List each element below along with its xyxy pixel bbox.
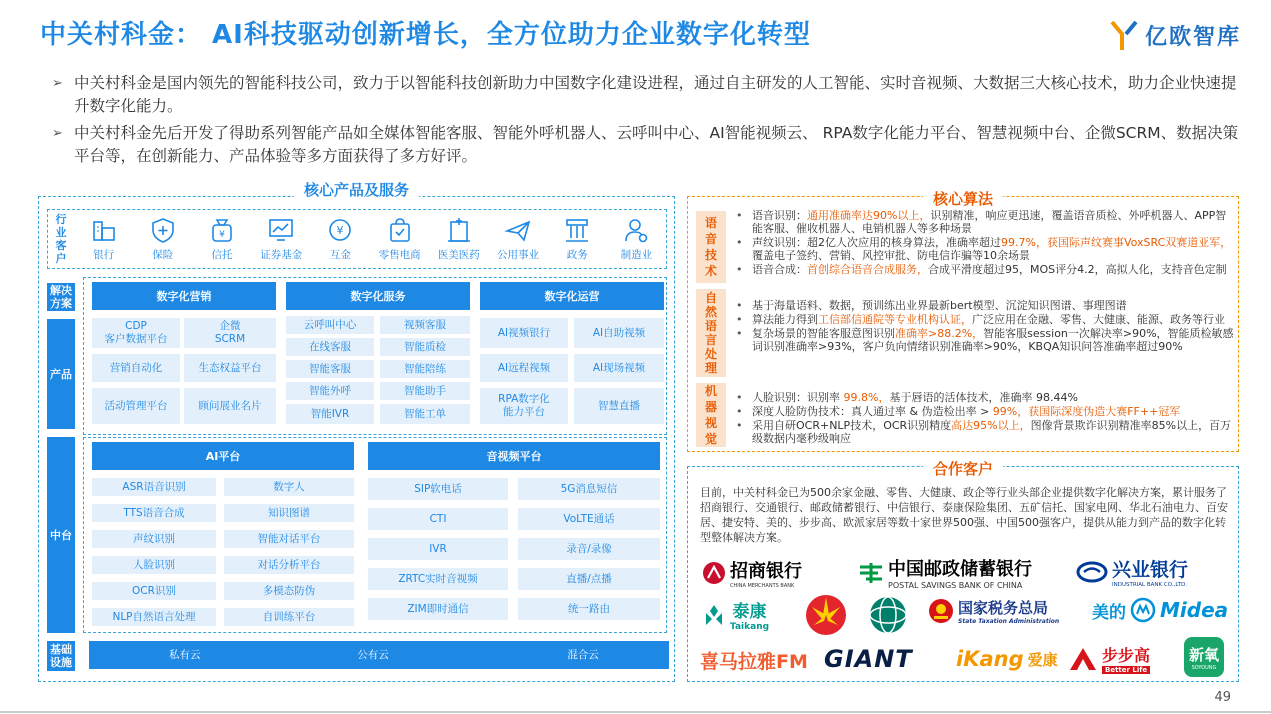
industry-government: 政务 (548, 216, 607, 262)
national-emblem-icon (928, 598, 954, 624)
vision-label: 机 器 视 觉 (696, 383, 726, 447)
algo-item: • 语音识别：通用准确率达90%以上，识别精准，响应更迅速，覆盖语音质检、外呼机器人、APP智能客服、催收机器人、电销机器人等多种场景 (734, 209, 1234, 235)
product-training: 智能陪练 (380, 360, 470, 378)
algo-item: • 声纹识别：超2亿人次应用的核身算法，准确率超过99.7%，获国际声纹赛事VoxSRC双赛道亚军，覆盖电子签约、营销、风控审批、防电信诈骗等10余场景 (734, 236, 1234, 262)
worker-icon (622, 216, 650, 244)
svg-text:¥: ¥ (336, 224, 344, 237)
nlp-list (734, 299, 1234, 354)
av-ivr: IVR (368, 538, 508, 560)
bullet-item (52, 122, 1242, 168)
page-number: 49 (1214, 690, 1231, 705)
cnpc-logo (804, 593, 848, 637)
product-namecard: 顾问展业名片 (184, 388, 276, 424)
ai-nlp: NLP自然语言处理 (92, 608, 216, 626)
product-cdp: CDP 客户数据平台 (92, 318, 180, 348)
psbc-logo: 中国邮政储蓄银行 POSTAL SAVINGS BANK OF CHINA (858, 555, 1032, 590)
solution-service: 数字化服务 (286, 282, 470, 310)
state-grid-logo (868, 595, 908, 635)
av-recording: 录音/录像 (518, 538, 660, 560)
product-marketing-auto: 营销自动化 (92, 354, 180, 382)
taikang-emblem-icon (702, 603, 726, 627)
ai-knowledge-graph: 知识图谱 (224, 504, 354, 522)
page-title: 中关村科金： AI科技驱动创新增长，全方位助力企业数字化转型 (40, 20, 811, 50)
industry-retail: 零售电商 (370, 216, 429, 262)
tax-admin-logo: 国家税务总局 State Taxation Administration (928, 597, 1059, 625)
algo-item: • 算法能力得到工信部信通院等专业机构认证，广泛应用在金融、零售、大健康、能源、政务等行业 (734, 313, 1234, 326)
infra-hybrid-cloud: 混合云 (567, 648, 599, 661)
product-smart-service: 智能客服 (286, 360, 374, 378)
soyoung-logo: 新氧 SOYOUNG (1184, 637, 1224, 677)
product-self-video: AI自助视频 (574, 318, 664, 348)
industry-manufacturing: 制造业 (607, 216, 666, 262)
infra-public-cloud: 公有云 (357, 648, 389, 661)
product-call-center: 云呼叫中心 (286, 316, 374, 334)
cmb-emblem-icon (702, 561, 726, 585)
hospital-icon (445, 216, 473, 244)
product-video-service: 视频客服 (380, 316, 470, 334)
ai-self-training: 自训练平台 (224, 608, 354, 626)
cib-emblem-icon (1076, 561, 1108, 583)
state-grid-emblem-icon (868, 595, 908, 635)
av-platform-header: 音视频平台 (368, 442, 660, 470)
taikang-logo: 泰康 Taikang (702, 597, 769, 632)
ai-digital-human: 数字人 (224, 478, 354, 496)
ai-face: 人脸识别 (92, 556, 216, 574)
ximalaya-logo: 喜马拉雅FM (700, 651, 808, 673)
ai-anti-fraud: 多模态防伪 (224, 582, 354, 600)
industry-bank: 银行 (74, 216, 133, 262)
ai-dialog-platform: 智能对话平台 (224, 530, 354, 548)
product-remote-video: AI远程视频 (480, 354, 568, 382)
product-outbound: 智能外呼 (286, 382, 374, 400)
airplane-icon (504, 216, 532, 244)
av-5g-sms: 5G消息短信 (518, 478, 660, 500)
bottom-divider (0, 711, 1271, 713)
av-sip: SIP软电话 (368, 478, 508, 500)
infra-label: 基础 设施 (47, 641, 75, 671)
nlp-label: 自 然 语 言 处 理 (696, 289, 726, 377)
core-products-title: 核心产品及服务 (39, 179, 674, 200)
brand-logo (1109, 18, 1241, 52)
product-ticket: 智能工单 (380, 404, 470, 424)
algo-item: • 人脸识别：识别率 99.8%，基于唇语的活体技术，准确率 98.44% (734, 391, 1234, 404)
product-video-bank: AI视频银行 (480, 318, 568, 348)
bullet-text: 中关村科金先后开发了得助系列智能产品如全媒体智能客服、智能外呼机器人、云呼叫中心、AI智能视频云、 RPA数字化能力平台、智慧视频中台、企微SCRM、数据决策平台等，在创新能力、产品体验等多方面获得了多方好评。 (74, 124, 1239, 165)
cnpc-emblem-icon (804, 593, 848, 637)
product-assistant: 智能助手 (380, 382, 470, 400)
av-zim: ZIM即时通信 (368, 598, 508, 620)
middle-platform-box (83, 437, 667, 633)
algo-item: • 基于海量语料、数据，预训练出业界最新bert模型、沉淀知识图谱、事理图谱 (734, 299, 1234, 312)
ai-dialog-analysis: 对话分析平台 (224, 556, 354, 574)
bbk-emblem-icon (1068, 646, 1098, 672)
product-live: 智慧直播 (574, 388, 664, 424)
partners-title: 合作客户 (688, 458, 1238, 479)
ikang-logo: iKang 爱康 (956, 647, 1058, 671)
svg-text:¥: ¥ (219, 230, 225, 240)
product-online-service: 在线客服 (286, 338, 374, 356)
intro-bullets (52, 72, 1242, 172)
vision-list (734, 391, 1234, 446)
industry-insurance: 保险 (133, 216, 192, 262)
algo-item: • 采用自研OCR+NLP技术，OCR识别精度高达95%以上，图像背景欺诈识别精准率85%以上，百万级数据内毫秒级响应 (734, 419, 1234, 445)
midea-emblem-icon (1130, 597, 1156, 623)
industry-utilities: 公用事业 (488, 216, 547, 262)
ai-tts: TTS语音合成 (92, 504, 216, 522)
ai-ocr: OCR识别 (92, 582, 216, 600)
av-volte: VoLTE通话 (518, 508, 660, 530)
coin-exchange-icon (326, 216, 354, 244)
voice-tech-list (734, 209, 1234, 277)
product-activity: 活动管理平台 (92, 388, 180, 424)
solution-label: 解决 方案 (47, 283, 75, 311)
algo-item: • 复杂场景的智能客服意图识别准确率>88.2%，智能客服session一次解决率>90%，智能质检敏感词识别准确率>93%，客户负向情绪识别准确率>90%，KBQA知识问答准确率超过90% (734, 327, 1234, 353)
partners-description: 目前，中关村科金已为500余家金融、零售、大健康、政企等行业头部企业提供数字化解决方案，累计服务了招商银行、交通银行、邮政储蓄银行、中信银行、泰康保险集团、五矿信托、国家电网、华北石油电力、百安居、捷安特、美的、步步高、欧派家居等数十家世界500强、中国500强客户，提供从能力到产品的数字化转型整体解决方案。 (700, 486, 1228, 544)
product-scrm: 企微 SCRM (184, 318, 276, 348)
shopping-bag-icon (386, 216, 414, 244)
stock-chart-icon (267, 216, 295, 244)
core-products-panel (38, 181, 675, 682)
industry-trust: ¥ 信托 (192, 216, 251, 262)
infra-private-cloud: 私有云 (89, 641, 669, 669)
arrow-icon: ➢ (52, 126, 63, 141)
industry-securities: 证券基金 (252, 216, 311, 262)
solutions-products-box (83, 277, 667, 435)
money-bag-icon (208, 216, 236, 244)
product-rpa: RPA数字化 能力平台 (480, 388, 568, 424)
government-building-icon (563, 216, 591, 244)
midea-logo: 美的 Midea (1092, 598, 1229, 623)
bullet-item (52, 72, 1242, 118)
algo-item: • 语音合成：首创综合语音合成服务，合成平滑度超过95，MOS评分4.2，高拟人化，支持音色定制 (734, 263, 1234, 276)
product-ecosystem: 生态权益平台 (184, 354, 276, 382)
core-algorithms-panel (687, 190, 1239, 452)
industry-medical: 医美医药 (429, 216, 488, 262)
middle-label: 中台 (47, 437, 75, 633)
industry-row (47, 209, 667, 269)
bbk-logo: 步步高 Better Life (1068, 643, 1150, 674)
bullet-text: 中关村科金是国内领先的智能科技公司，致力于以智能科技创新助力中国数字化建设进程，通过自主研发的人工智能、实时音视频、大数据三大核心技术，助力企业快速提升数字化能力。 (74, 74, 1237, 115)
infra-box (83, 637, 667, 675)
brand-mark-icon (1109, 18, 1139, 52)
psbc-emblem-icon (858, 561, 884, 585)
arrow-icon: ➢ (52, 76, 63, 91)
industry-label: 行 业 客 户 (55, 213, 67, 265)
industry-fintech: ¥ 互金 (311, 216, 370, 262)
shield-plus-icon (149, 216, 177, 244)
ai-voiceprint: 声纹识别 (92, 530, 216, 548)
av-live: 直播/点播 (518, 568, 660, 590)
product-onsite-video: AI现场视频 (574, 354, 664, 382)
brand-name: 亿欧智库 (1144, 24, 1241, 50)
voice-tech-label: 语 音 技 术 (696, 211, 726, 283)
cib-logo: 兴业银行 INDUSTRIAL BANK CO.,LTD. (1076, 555, 1188, 588)
partners-panel (687, 460, 1239, 682)
product-label: 产品 (47, 319, 75, 429)
product-ivr: 智能IVR (286, 404, 374, 424)
av-cti: CTI (368, 508, 508, 530)
giant-logo: GIANT (824, 645, 913, 673)
ai-platform-header: AI平台 (92, 442, 354, 470)
av-routing: 统一路由 (518, 598, 660, 620)
product-qa: 智能质检 (380, 338, 470, 356)
core-algorithms-title: 核心算法 (688, 188, 1238, 209)
bank-icon (90, 216, 118, 244)
solution-operation: 数字化运营 (480, 282, 664, 310)
ai-asr: ASR语音识别 (92, 478, 216, 496)
solution-marketing: 数字化营销 (92, 282, 276, 310)
av-zrtc: ZRTC实时音视频 (368, 568, 508, 590)
cmb-logo: 招商银行 CHINA MERCHANTS BANK (702, 557, 802, 589)
algo-item: • 深度人脸防伪技术：真人通过率 & 伪造检出率 > 99%，获国际深度伪造大赛FF++冠军 (734, 405, 1234, 418)
